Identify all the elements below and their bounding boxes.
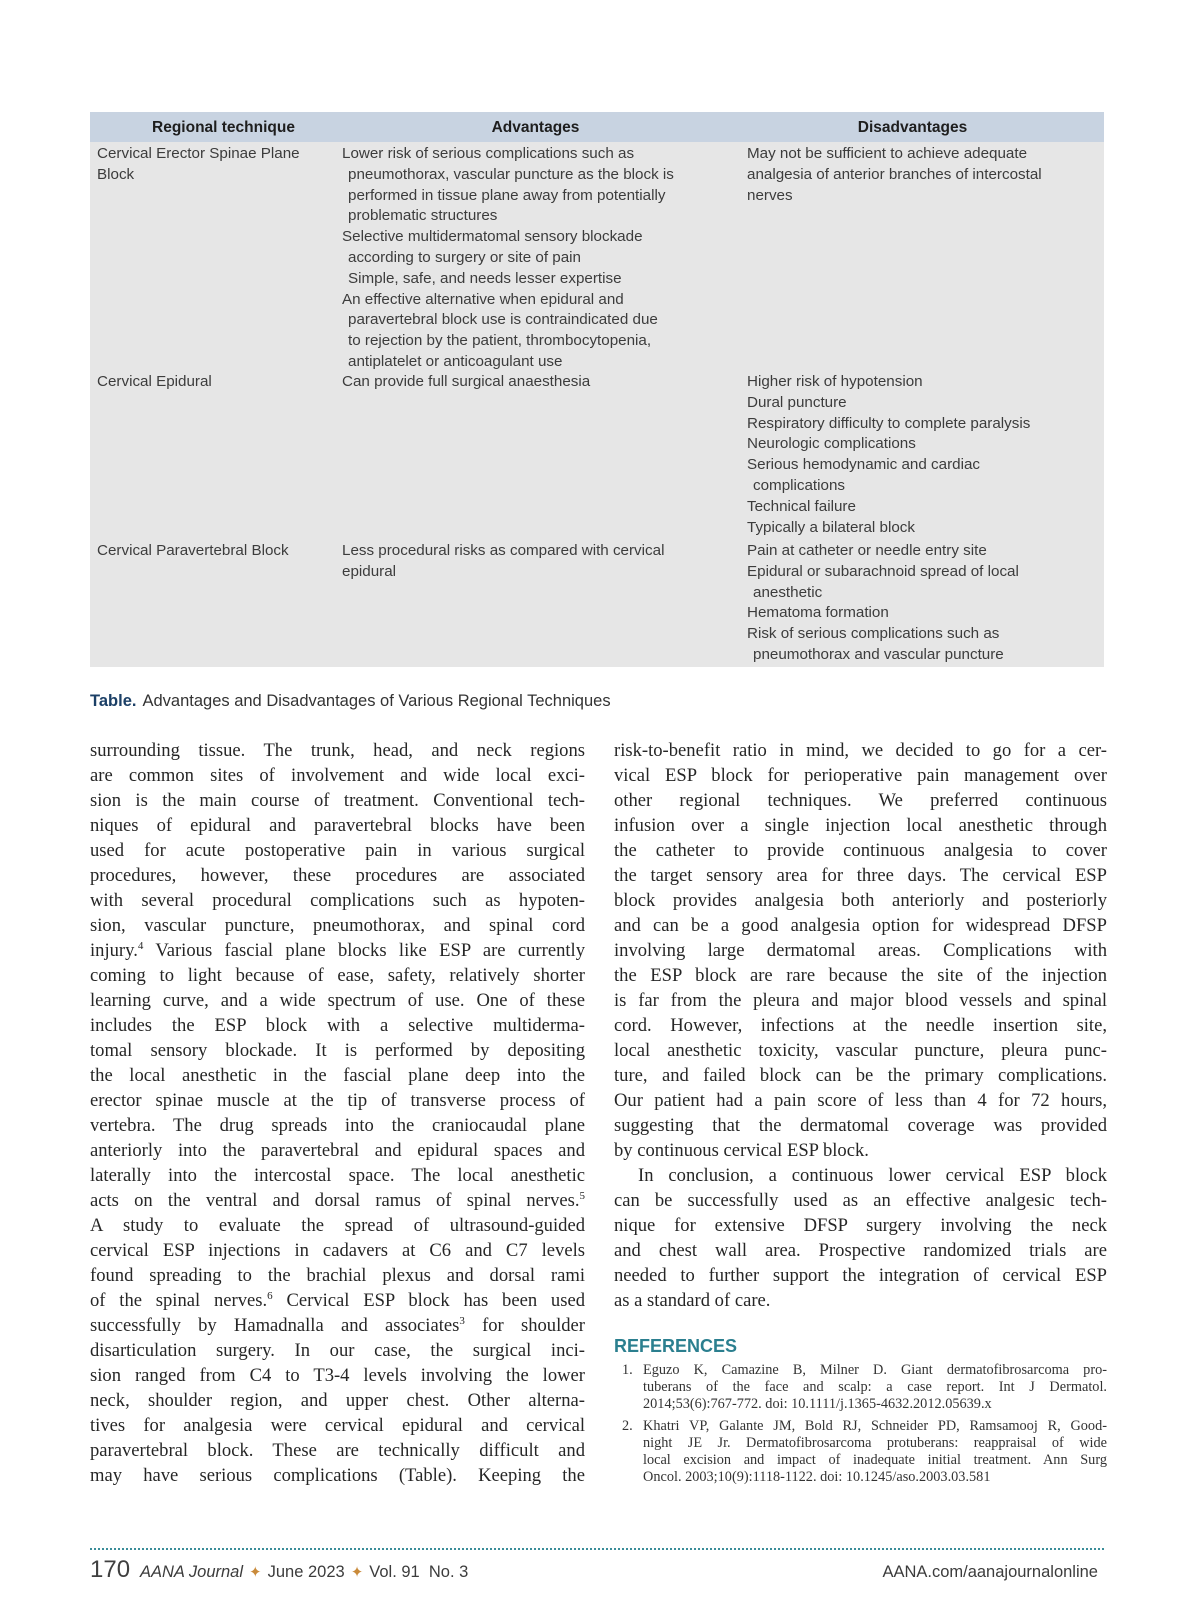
caption-label: Table. — [90, 692, 137, 710]
reference-number: 2. — [622, 1418, 633, 1434]
cell-line: Cervical Epidural — [97, 373, 212, 390]
text-line: the target sensory area for three days. The cervical ESP — [614, 865, 1107, 886]
text-line — [90, 988, 585, 1013]
cell-line: nerves — [747, 186, 793, 204]
text-run: Cervical ESP block has been used — [272, 1290, 586, 1311]
text-line — [90, 1138, 585, 1163]
cell-line: May not be sufficient to achieve adequate — [747, 145, 1028, 162]
cell-line: Higher risk of hypotension — [747, 373, 923, 390]
table-cell-disadvantages — [747, 372, 1104, 539]
cell-line: Simple, safe, and needs lesser expertise — [348, 269, 622, 287]
text-run: niques of epidural and paravertebral blocks have been — [90, 815, 585, 836]
table-cell-technique — [90, 541, 342, 667]
star-separator-icon: ✦ — [350, 1564, 364, 1581]
text-run: sion ranged from C4 to T3-4 levels involving the lower — [90, 1365, 585, 1386]
header-advantages: Advantages — [491, 119, 580, 137]
cell-line: pneumothorax, vascular puncture as the block is — [348, 165, 674, 183]
text-line: local anesthetic toxicity, vascular puncture, pleura punc- — [614, 1040, 1107, 1061]
text-run: with several procedural complications such as hypoten- — [90, 890, 585, 911]
text-line: nique for extensive DFSP surgery involving the neck — [614, 1215, 1107, 1236]
cell-line: anesthetic — [753, 583, 823, 601]
page-number: 170 — [90, 1556, 131, 1583]
text-line — [90, 738, 585, 763]
cell-line: antiplatelet or anticoagulant use — [348, 352, 563, 370]
cell-line: Cervical Erector Spinae Plane — [97, 145, 300, 162]
cell-line: Respiratory difficulty to complete paralysis — [747, 414, 1031, 432]
table-row — [90, 370, 1104, 539]
text-line — [90, 1088, 585, 1113]
text-line: can be successfully used as an effective analgesic tech- — [614, 1190, 1107, 1211]
text-run: sion is the main course of treatment. Conventional tech- — [90, 790, 585, 811]
text-line — [90, 813, 585, 838]
text-line — [90, 788, 585, 813]
cell-line: analgesia of anterior branches of intercostal — [747, 165, 1042, 183]
table-cell-advantages — [342, 541, 747, 667]
text-line: as a standard of care. — [614, 1290, 771, 1311]
text-line: cord. However, infections at the needle insertion site, — [614, 1015, 1107, 1036]
text-run: injury. — [90, 940, 138, 961]
text-line: and can be a good analgesia option for widespread DFSP — [614, 915, 1107, 936]
cell-line: problematic structures — [348, 207, 498, 225]
table-cell-technique — [90, 372, 342, 539]
text-line — [90, 863, 585, 888]
table-cell-technique — [90, 144, 342, 370]
text-line — [90, 1163, 585, 1188]
cell-line: pneumothorax and vascular puncture — [753, 645, 1004, 663]
cell-line: according to surgery or site of pain — [348, 248, 581, 266]
cell-line: Epidural or subarachnoid spread of local — [747, 562, 1019, 580]
page-footer — [90, 1556, 1104, 1590]
text-line — [90, 1188, 585, 1213]
citation-superscript: 4 — [137, 940, 144, 952]
reference-text — [643, 1362, 1107, 1413]
journal-info — [140, 1563, 468, 1582]
text-line — [90, 1363, 585, 1388]
reference-line: Eguzo K, Camazine B, Milner D. Giant dermatofibrosarcoma pro- — [643, 1362, 1107, 1378]
text-run: laterally into the intercostal space. The local anesthetic — [90, 1165, 585, 1186]
text-line — [90, 1013, 585, 1038]
cell-line: epidural — [342, 562, 397, 580]
reference-line: local excision and impact of inadequate initial treatment. Ann Surg — [643, 1452, 1107, 1468]
text-run: erector spinae muscle at the tip of transverse process of — [90, 1090, 585, 1111]
text-line: the catheter to provide continuous analgesia to cover — [614, 840, 1107, 861]
text-line: Our patient had a pain score of less than 4 for 72 hours, — [614, 1090, 1107, 1111]
text-run: paravertebral block. These are technically difficult and — [90, 1440, 585, 1461]
cell-line: Neurologic complications — [747, 435, 916, 453]
reference-line: tuberans of the face and scalp: a case report. Int J Dermatol. — [643, 1379, 1107, 1395]
text-line — [90, 1463, 585, 1488]
text-line — [90, 1038, 585, 1063]
text-line: is far from the pleura and major blood vessels and spinal — [614, 990, 1107, 1011]
caption-text: Advantages and Disadvantages of Various Regional Techniques — [142, 692, 611, 710]
text-line — [90, 1263, 585, 1288]
table-cell-advantages — [342, 144, 747, 370]
cell-line: performed in tissue plane away from potentially — [348, 186, 666, 204]
text-run: cervical ESP injections in cadavers at C6 and C7 levels — [90, 1240, 585, 1261]
text-line — [90, 938, 585, 963]
text-line: by continuous cervical ESP block. — [614, 1140, 869, 1161]
table-cell-disadvantages — [747, 541, 1104, 667]
reference-item — [614, 1418, 1107, 1486]
header-regional-technique: Regional technique — [152, 119, 295, 137]
text-line — [90, 963, 585, 988]
cell-line: Technical failure — [747, 497, 856, 515]
cell-line: to rejection by the patient, thrombocytopenia, — [348, 332, 652, 350]
text-line — [90, 1063, 585, 1088]
text-run: used for acute postoperative pain in various surgical — [90, 840, 585, 861]
table-cell-advantages — [342, 372, 747, 539]
header-disadvantages: Disadvantages — [857, 119, 968, 137]
cell-line: Dural puncture — [747, 393, 847, 411]
text-line: needed to further support the integration of cervical ESP — [614, 1265, 1107, 1286]
citation-superscript: 3 — [459, 1315, 465, 1327]
text-line: In conclusion, a continuous lower cervical ESP block — [638, 1165, 1107, 1186]
text-line — [90, 1338, 585, 1363]
text-run: anteriorly into the paravertebral and epidural spaces and — [90, 1140, 585, 1161]
cell-line: Hematoma formation — [747, 604, 889, 622]
text-line — [90, 1113, 585, 1138]
text-run: neck, shoulder region, and upper chest. Other alterna- — [90, 1390, 585, 1411]
text-line: other regional techniques. We preferred continuous — [614, 790, 1107, 811]
table-row — [90, 539, 1104, 667]
table-caption — [90, 692, 611, 711]
cell-line: Less procedural risks as compared with cervical — [342, 542, 665, 559]
table-row — [90, 142, 1104, 370]
text-run: successfully by Hamadnalla and associates — [90, 1315, 460, 1336]
cell-line: Pain at catheter or needle entry site — [747, 542, 987, 559]
cell-line: complications — [753, 476, 846, 494]
text-line: suggesting that the dermatomal coverage was provided — [614, 1115, 1107, 1136]
reference-number: 1. — [622, 1362, 633, 1378]
text-line — [90, 1213, 585, 1238]
text-run: includes the ESP block with a selective multiderma- — [90, 1015, 585, 1036]
text-line — [90, 1238, 585, 1263]
techniques-table — [90, 112, 1104, 667]
text-run: of the spinal nerves. — [90, 1290, 268, 1311]
cell-line: Block — [97, 165, 135, 183]
reference-line: Khatri VP, Galante JM, Bold RJ, Schneider PD, Ramsamooj R, Good- — [643, 1418, 1107, 1434]
text-run: coming to light because of ease, safety, relatively shorter — [90, 965, 585, 986]
cell-line: Lower risk of serious complications such as — [342, 145, 635, 162]
citation-superscript: 6 — [267, 1290, 273, 1302]
cell-line: Risk of serious complications such as — [747, 625, 1000, 643]
references-list — [614, 1362, 1107, 1491]
footer-divider — [90, 1548, 1104, 1550]
text-run: vertebra. The drug spreads into the craniocaudal plane — [90, 1115, 585, 1136]
text-line — [90, 1438, 585, 1463]
text-line: involving large dermatomal areas. Complications with — [614, 940, 1107, 961]
text-run: disarticulation surgery. In our case, the surgical inci- — [90, 1340, 585, 1361]
text-run: acts on the ventral and dorsal ramus of spinal nerves. — [90, 1190, 580, 1211]
star-separator-icon: ✦ — [249, 1564, 262, 1581]
references-heading: REFERENCES — [614, 1336, 738, 1356]
text-line — [90, 1388, 585, 1413]
cell-line: Cervical Paravertebral Block — [97, 542, 289, 559]
cell-line: An effective alternative when epidural and — [342, 290, 624, 308]
text-run: are common sites of involvement and wide local exci- — [90, 765, 585, 786]
reference-text — [643, 1418, 1107, 1486]
cell-line: paravertebral block use is contraindicated due — [348, 311, 658, 329]
text-line — [90, 1413, 585, 1438]
text-run: tives for analgesia were cervical epidural and cervical — [90, 1415, 585, 1436]
cell-line: Serious hemodynamic and cardiac — [747, 456, 980, 474]
text-run: surrounding tissue. The trunk, head, and neck regions — [90, 740, 585, 761]
table-header-row — [90, 112, 1104, 142]
reference-line: Oncol. 2003;10(9):1118-1122. doi: 10.1245/aso.2003.03.581 — [643, 1469, 991, 1485]
text-run: Various fascial plane blocks like ESP are currently — [143, 940, 585, 961]
text-run: may have serious complications (Table). Keeping the — [90, 1465, 585, 1486]
text-run: learning curve, and a wide spectrum of use. One of these — [90, 990, 585, 1011]
text-run: procedures, however, these procedures are associated — [90, 865, 585, 886]
text-line: risk-to-benefit ratio in mind, we decided to go for a cer- — [614, 740, 1107, 761]
text-run: for shoulder — [464, 1315, 586, 1336]
text-line: infusion over a single injection local anesthetic through — [614, 815, 1107, 836]
text-line — [90, 1313, 585, 1338]
reference-item — [614, 1362, 1107, 1413]
text-line: ture, and failed block can be the primary complications. — [614, 1065, 1107, 1086]
cell-line: Can provide full surgical anaesthesia — [342, 373, 591, 390]
journal-name: AANA Journal — [140, 1563, 244, 1581]
table-body — [90, 142, 1104, 667]
text-line: and chest wall area. Prospective randomized trials are — [614, 1240, 1107, 1261]
text-run: found spreading to the brachial plexus and dorsal rami — [90, 1265, 585, 1286]
text-line — [90, 763, 585, 788]
text-line: block provides analgesia both anteriorly and posteriorly — [614, 890, 1107, 911]
text-run: A study to evaluate the spread of ultrasound-guided — [90, 1215, 585, 1236]
table-cell-disadvantages — [747, 144, 1104, 370]
left-text-column — [90, 738, 585, 1488]
reference-line: 2014;53(6):767-772. doi: 10.1111/j.1365-4632.2012.05639.x — [643, 1396, 992, 1412]
cell-line: Selective multidermatomal sensory blockade — [342, 228, 643, 246]
text-line — [90, 1288, 585, 1313]
text-line — [90, 838, 585, 863]
cell-line: Typically a bilateral block — [747, 518, 915, 536]
text-run: sion, vascular puncture, pneumothorax, and spinal cord — [90, 915, 585, 936]
text-line — [90, 913, 585, 938]
text-run: tomal sensory blockade. It is performed by depositing — [90, 1040, 585, 1061]
text-line — [90, 888, 585, 913]
citation-superscript: 5 — [579, 1190, 585, 1202]
journal-website: AANA.com/aanajournalonline — [882, 1563, 1098, 1581]
text-line: vical ESP block for perioperative pain management over — [614, 765, 1107, 786]
volume-info: Vol. 91 No. 3 — [369, 1563, 469, 1581]
text-line: the ESP block are rare because the site of the injection — [614, 965, 1107, 986]
issue-date: June 2023 — [267, 1563, 345, 1581]
reference-line: night JE Jr. Dermatofibrosarcoma protuberans: reappraisal of wide — [643, 1435, 1107, 1451]
text-run: the local anesthetic in the fascial plane deep into the — [90, 1065, 585, 1086]
right-text-column — [614, 738, 1107, 1313]
